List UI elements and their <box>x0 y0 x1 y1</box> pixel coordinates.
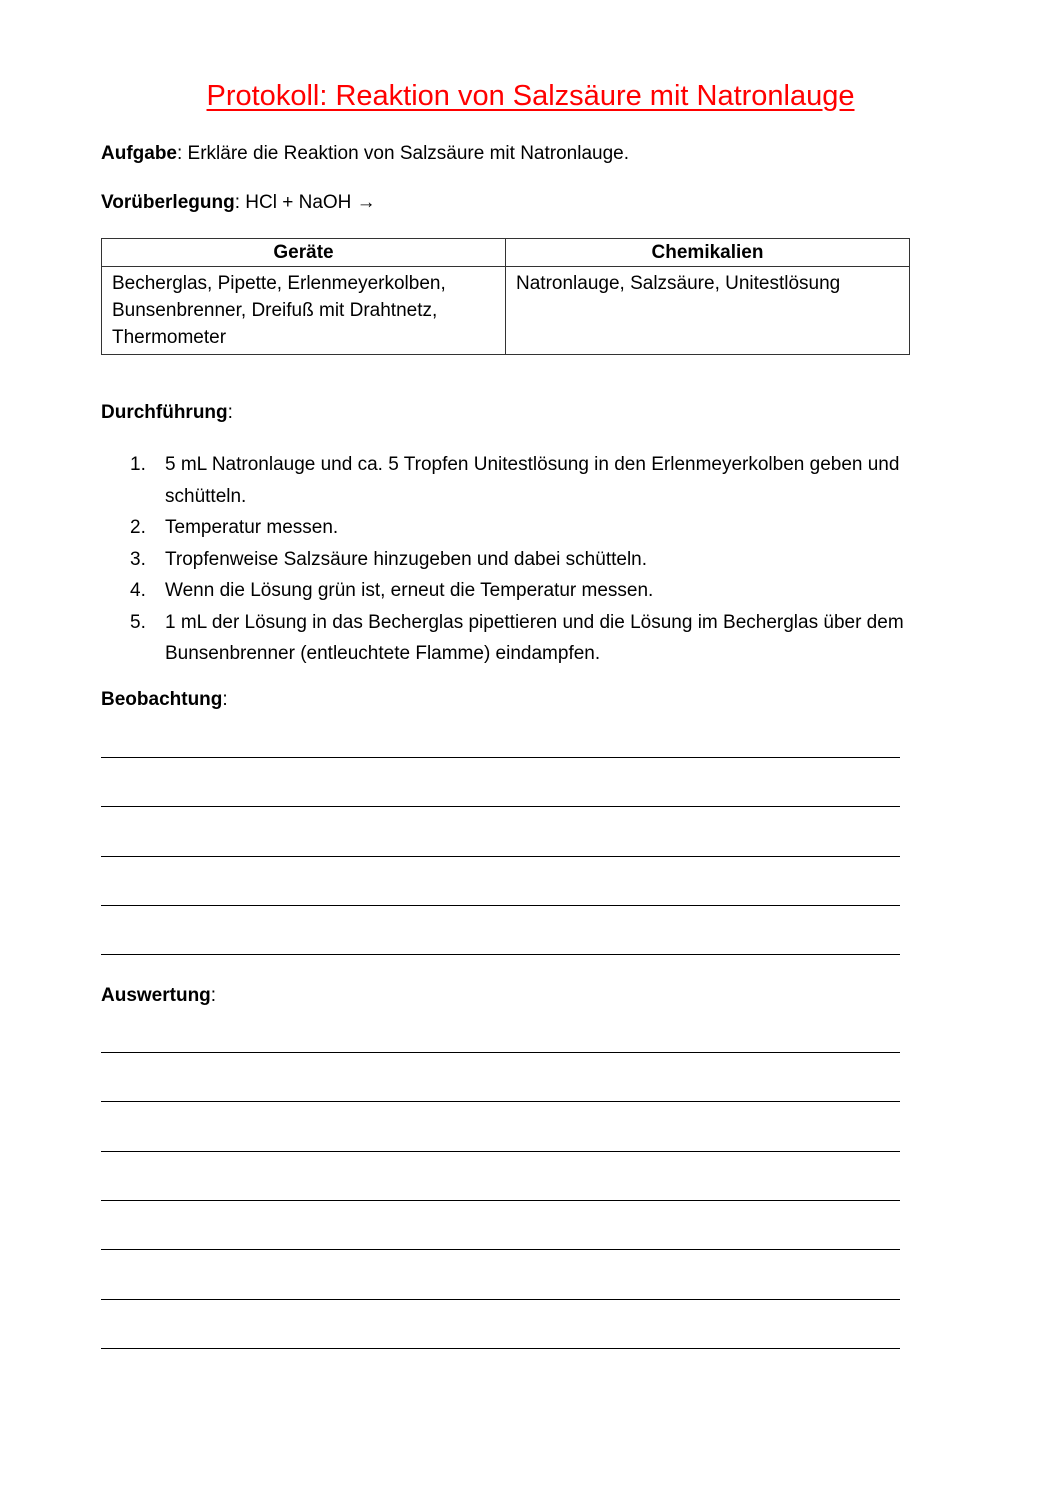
writing-line[interactable] <box>101 1101 900 1102</box>
chemicals-cell: Natronlauge, Salzsäure, Unitestlösung <box>506 267 910 355</box>
step-number: 2. <box>130 517 146 538</box>
step-number: 4. <box>130 580 146 601</box>
writing-line[interactable] <box>101 1299 900 1300</box>
task-statement <box>101 143 629 165</box>
observation-label: Beobachtung <box>101 689 223 710</box>
step-text: 5 mL Natronlauge und ca. 5 Tropfen Unitestlösung in den Erlenmeyerkolben geben und schütteln. <box>165 454 900 507</box>
writing-line[interactable] <box>101 954 900 955</box>
list-item <box>130 512 960 544</box>
evaluation-heading <box>101 985 216 1007</box>
procedure-label: Durchführung <box>101 402 228 423</box>
materials-table <box>101 238 910 355</box>
evaluation-label: Auswertung <box>101 985 211 1006</box>
task-label: Aufgabe <box>101 143 177 164</box>
writing-line[interactable] <box>101 1348 900 1349</box>
observation-heading <box>101 689 228 711</box>
writing-line[interactable] <box>101 1200 900 1201</box>
list-item <box>130 575 960 607</box>
step-text: Temperatur messen. <box>165 517 339 538</box>
colon: : <box>210 985 217 1006</box>
step-text: Wenn die Lösung grün ist, erneut die Temperatur messen. <box>165 580 654 601</box>
step-number: 3. <box>130 548 146 570</box>
list-item <box>130 607 960 670</box>
writing-line[interactable] <box>101 905 900 906</box>
equipment-cell: Becherglas, Pipette, Erlenmeyerkolben, Bunsenbrenner, Dreifuß mit Drahtnetz, Thermometer <box>102 267 506 355</box>
task-text: : Erkläre die Reaktion von Salzsäure mit Natronlauge. <box>177 143 630 164</box>
step-number: 5. <box>130 611 146 633</box>
writing-line[interactable] <box>101 1249 900 1250</box>
list-item <box>130 449 960 512</box>
preliminary-consideration <box>101 192 376 214</box>
preliminary-label: Vorüberlegung <box>101 192 235 213</box>
step-text: 1 mL der Lösung in das Becherglas pipettieren und die Lösung im Becherglas über dem Bunsenbrenner (entleuchtete Flamme) eindampfen. <box>165 611 904 664</box>
procedure-steps <box>130 449 960 670</box>
step-number: 1. <box>130 454 146 475</box>
header-chemicals: Chemikalien <box>506 239 910 267</box>
procedure-heading <box>101 402 233 424</box>
writing-line[interactable] <box>101 1052 900 1053</box>
header-equipment: Geräte <box>102 239 506 267</box>
colon: : <box>222 689 228 710</box>
writing-line[interactable] <box>101 757 900 758</box>
colon: : <box>227 402 233 423</box>
writing-line[interactable] <box>101 1151 900 1152</box>
list-item <box>130 544 960 576</box>
page-title: Protokoll: Reaktion von Salzsäure mit Natronlauge <box>206 80 855 112</box>
writing-line[interactable] <box>101 856 900 857</box>
preliminary-equation: : HCl + NaOH → <box>234 192 376 213</box>
step-text: Tropfenweise Salzsäure hinzugeben und dabei schütteln. <box>165 548 648 570</box>
writing-line[interactable] <box>101 806 900 807</box>
